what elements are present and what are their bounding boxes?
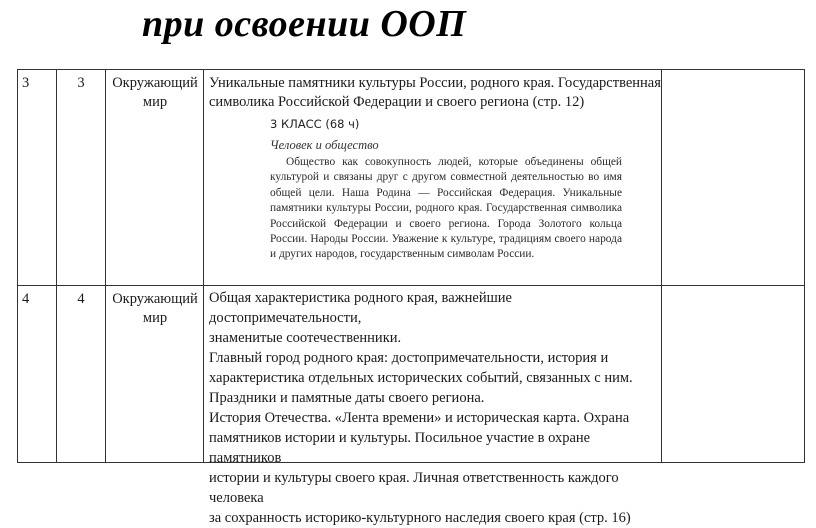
grade-cell: 4 bbox=[77, 291, 85, 307]
row-number-cell: 4 bbox=[22, 291, 30, 307]
content-line: символика Российской Федерации и своего региона (стр. 12) bbox=[209, 94, 585, 110]
content-line: История Отечества. «Лента времени» и историческая карта. Охрана bbox=[209, 410, 630, 426]
content-line: Праздники и памятные даты своего региона. bbox=[209, 390, 485, 406]
excerpt-paragraph: Общество как совокупность людей, которые объединены общей культурой и связаны друг с другом совместной деятельностью во имя общей цели. Наша Родина — Российская Федерация. Уникальные памятники культуры России, родного края. Государственная символика Российской Федерации и своего региона. Города Золотого кольца России. Народы России. Уважение к культуре, традициям своего народа и других народов, государственным символам России. bbox=[270, 156, 622, 261]
grade-cell: 3 bbox=[77, 75, 85, 91]
excerpt-title: 3 КЛАСС (68 ч) bbox=[270, 117, 360, 131]
content-line: знаменитые соотечественники. bbox=[209, 330, 402, 346]
content-line: памятников истории и культуры. Посильное участие в охране памятников bbox=[209, 430, 591, 466]
subject-cell bbox=[110, 74, 200, 112]
content-line: характеристика отдельных исторических событий, связанных с ним. bbox=[209, 370, 633, 386]
content-line: Общая характеристика родного края, важнейшие достопримечательности, bbox=[209, 290, 512, 326]
content-cell bbox=[209, 74, 661, 112]
subject-name: мир bbox=[142, 94, 168, 110]
content-line: Уникальные памятники культуры России, родного края. Государственная bbox=[209, 75, 661, 91]
column-divider bbox=[56, 69, 57, 463]
table-top-border bbox=[17, 69, 805, 70]
excerpt-section: Человек и общество bbox=[270, 138, 379, 152]
content-cell bbox=[209, 288, 661, 528]
subject-cell bbox=[110, 290, 200, 328]
row-number-cell: 3 bbox=[22, 75, 30, 91]
subject-name: Окружающий bbox=[112, 291, 198, 307]
subject-name: Окружающий bbox=[112, 75, 198, 91]
content-line: Главный город родного края: достопримечательности, история и bbox=[209, 350, 609, 366]
table-right-border bbox=[804, 69, 805, 463]
column-divider bbox=[203, 69, 204, 463]
content-line: за сохранность историко-культурного наследия своего края (стр. 16) bbox=[209, 510, 631, 526]
table-left-border bbox=[17, 69, 18, 463]
page-heading: при освоении ООП bbox=[142, 3, 467, 45]
content-line: истории и культуры своего края. Личная ответственность каждого человека bbox=[209, 470, 619, 506]
subject-name: мир bbox=[142, 310, 168, 326]
column-divider bbox=[105, 69, 106, 463]
column-divider bbox=[661, 69, 662, 463]
row-divider bbox=[17, 285, 805, 286]
